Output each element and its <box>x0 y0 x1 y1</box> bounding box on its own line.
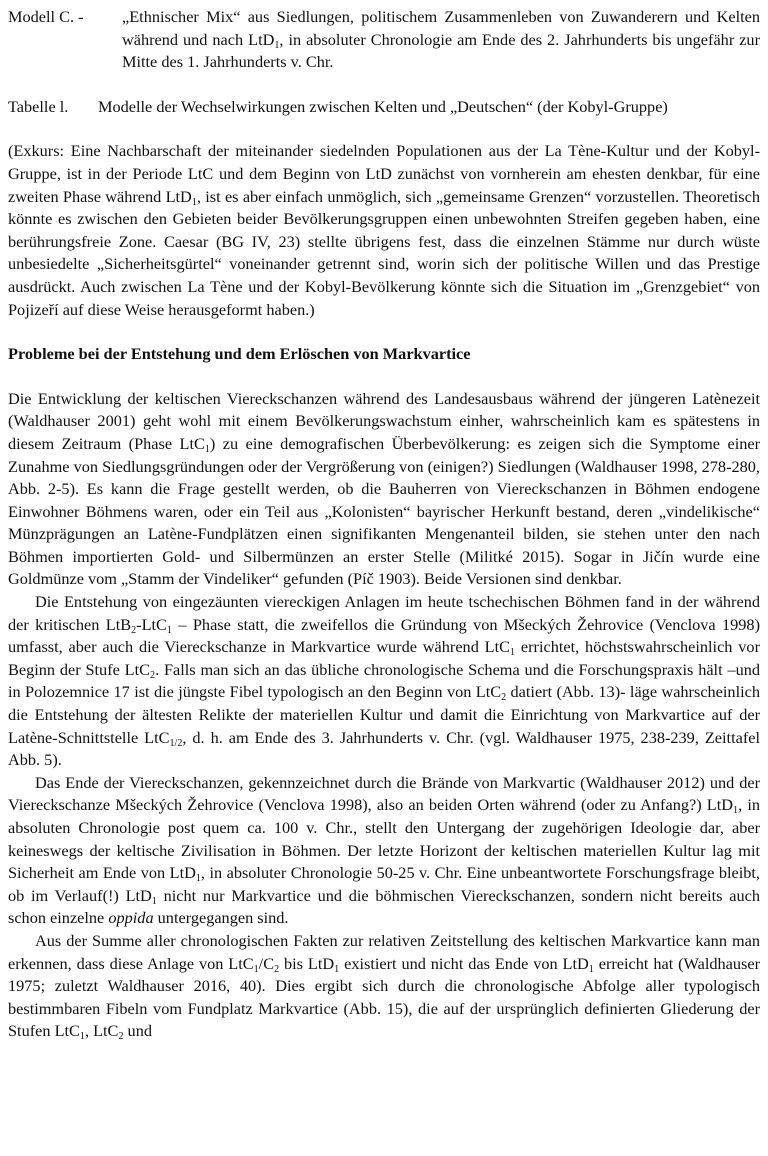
table-caption-text: Modelle der Wechselwirkungen zwischen Kelten und „Deutschen“ (der Kobyl-Gruppe) <box>98 96 668 116</box>
model-c-text: „Ethnischer Mix“ aus Siedlungen, politischem Zusammenleben von Zuwanderern und Kelten während und nach LtD$_1$, in absoluter Chronologie am Ende des 2. Jahrhunderts bis ungefähr zur Mitte des 1. Jahrhunderts v. Chr. <box>122 7 760 72</box>
table-caption <box>8 96 760 119</box>
body-paragraph-2: Die Entstehung von eingezäunten viereckigen Anlagen im heute tschechischen Böhmen fand in der während der kritischen LtB$_2$-LtC$_1$ – Phase statt, die zweifellos die Gründung von Mšeckých Žehrovice (Venclova 1998) umfasst, aber auch die Viereckschanze in Markvartice wurde während LtC$_1$ errichtet, höchstswahrscheinlich vor Beginn der Stufe LtC$_2$. Falls man sich an das übliche chronologische Schema und die Forschungspraxis hält –und in Polozemnice 17 ist die jüngste Fibel typologisch an den Beginn von LtC$_2$ datiert (Abb. 13)- läge wahrscheinlich die Entstehung der ältesten Relikte der materiellen Kultur und damit die Einrichtung von Markvartice auf der Latène-Schnittstelle LtC$_{1/2}$, d. h. am Ende des 3. Jahrhunderts v. Chr. (vgl. Waldhauser 1975, 238-239, Zeittafel Abb. 5). <box>8 592 761 770</box>
table-caption-label: Tabelle l. <box>8 96 69 116</box>
body-paragraph-1: Die Entwicklung der keltischen Viereckschanzen während des Landesausbaus während der jüngeren Latènezeit (Waldhauser 2001) geht wohl mit einem Bevölkerungswachstum einher, wahrscheinlich kam es spätestens in diesem Zeitraum (Phase LtC$_1$) zu eine demografischen Überbevölkerung: es zeigen sich die Symptome einer Zunahme von Siedlungsgründungen oder der Vergrößerung von (einigen?) Siedlungen (Waldhauser 1998, 278-280, Abb. 2-5). Es kann die Frage gestellt werden, ob die Bauherren von Viereckschanzen in Böhmen endogene Einwohner Böhmens waren, oder ein Teil aus „Kolonisten“ bayrischer Herkunft bestand, deren „vindelikische“ Münzprägungen an Latène-Fundplätzen einen signifikanten Mengenanteil bilden, sie stehen unter den nach Böhmen importierten Gold- und Silbermünzen an erster Stelle (Militké 2015). Sogar in Jičín wurde eine Goldmünze vom „Stamm der Vindeliker“ gefunden (Píč 1903). Beide Versionen sind denkbar. <box>8 388 761 589</box>
model-c-label: Modell C. - <box>8 7 88 26</box>
section-heading: Probleme bei der Entstehung und dem Erlöschen von Markvartice <box>8 344 471 364</box>
body-paragraph-3: Das Ende der Viereckschanzen, gekennzeichnet durch die Brände von Markvartic (Waldhauser 2012) und der Viereckschanze Mšeckých Žehrovice (Venclova 1998), also an beiden Orten während (oder zu Anfang?) LtD$_1$, in absoluten Chronologie post quem ca. 100 v. Chr., stellt den Untergang der zugehörigen Ideologie dar, aber keineswegs der keltische Zivilisation in Böhmen. Der letzte Horizont der keltischen materiellen Kultur lag mit Sicherheit am Ende von LtD$_1$, in absoluter Chronologie 50-25 v. Chr. Eine unbeantwortete Forschungsfrage bleibt, ob im Verlauf(!) LtD$_1$ nicht nur Markvartice und die böhmischen Viereckschanzen, sondern nicht bereits auch schon einzelne oppida untergegangen sind. <box>8 772 760 928</box>
body-paragraph-4: Aus der Summe aller chronologischen Fakten zur relativen Zeitstellung des keltischen Markvartice kann man erkennen, dass diese Anlage von $LtC_1/C_2$ bis LtD$_1$ existiert und nicht das Ende von LtD$_1$ erreicht hat (Waldhauser 1975; zuletzt Waldhauser 2016, 40). Dies ergibt sich durch die chronologische Abfolge aller typologisch bestimmbaren Fibeln vom Fundplatz Markvartice (Abb. 15), die auf der ursprünglich definierten Gliederung der Stufen LtC$_1$, LtC$_2$ und <box>8 930 760 1043</box>
exkurs-paragraph: (Exkurs: Eine Nachbarschaft der miteinander siedelnden Populationen aus der La Tène-Kultur und der Kobyl-Gruppe, ist in der Periode LtC und dem Beginn von LtD zunächst von vornherein am ehesten denkbar, für eine zweiten Phase während LtD$_1$, ist es aber einfach unmöglich, sich „gemeinsame Grenzen“ vorzustellen. Theoretisch könnte es zwischen den Gebieten beider Bevölkerungsgruppen einen unbewohnten Streifen gegeben haben, eine berührungsfreie Zone. Caesar (BG IV, 23) stellte übrigens fest, dass die einzelnen Stämme nur durch wüste unbesiedelte „Sicherheitsgürtel“ voneinander getrennt sind, worin sich der politische Willen und das Prestige ausdrückt. Auch zwischen La Tène und der Kobyl-Bevölkerung könnte sich die Situation im „Grenzgebiet“ von Pojizeří auf diese Weise herausgeformt haben.) <box>8 141 760 319</box>
model-c-caption <box>8 6 760 74</box>
